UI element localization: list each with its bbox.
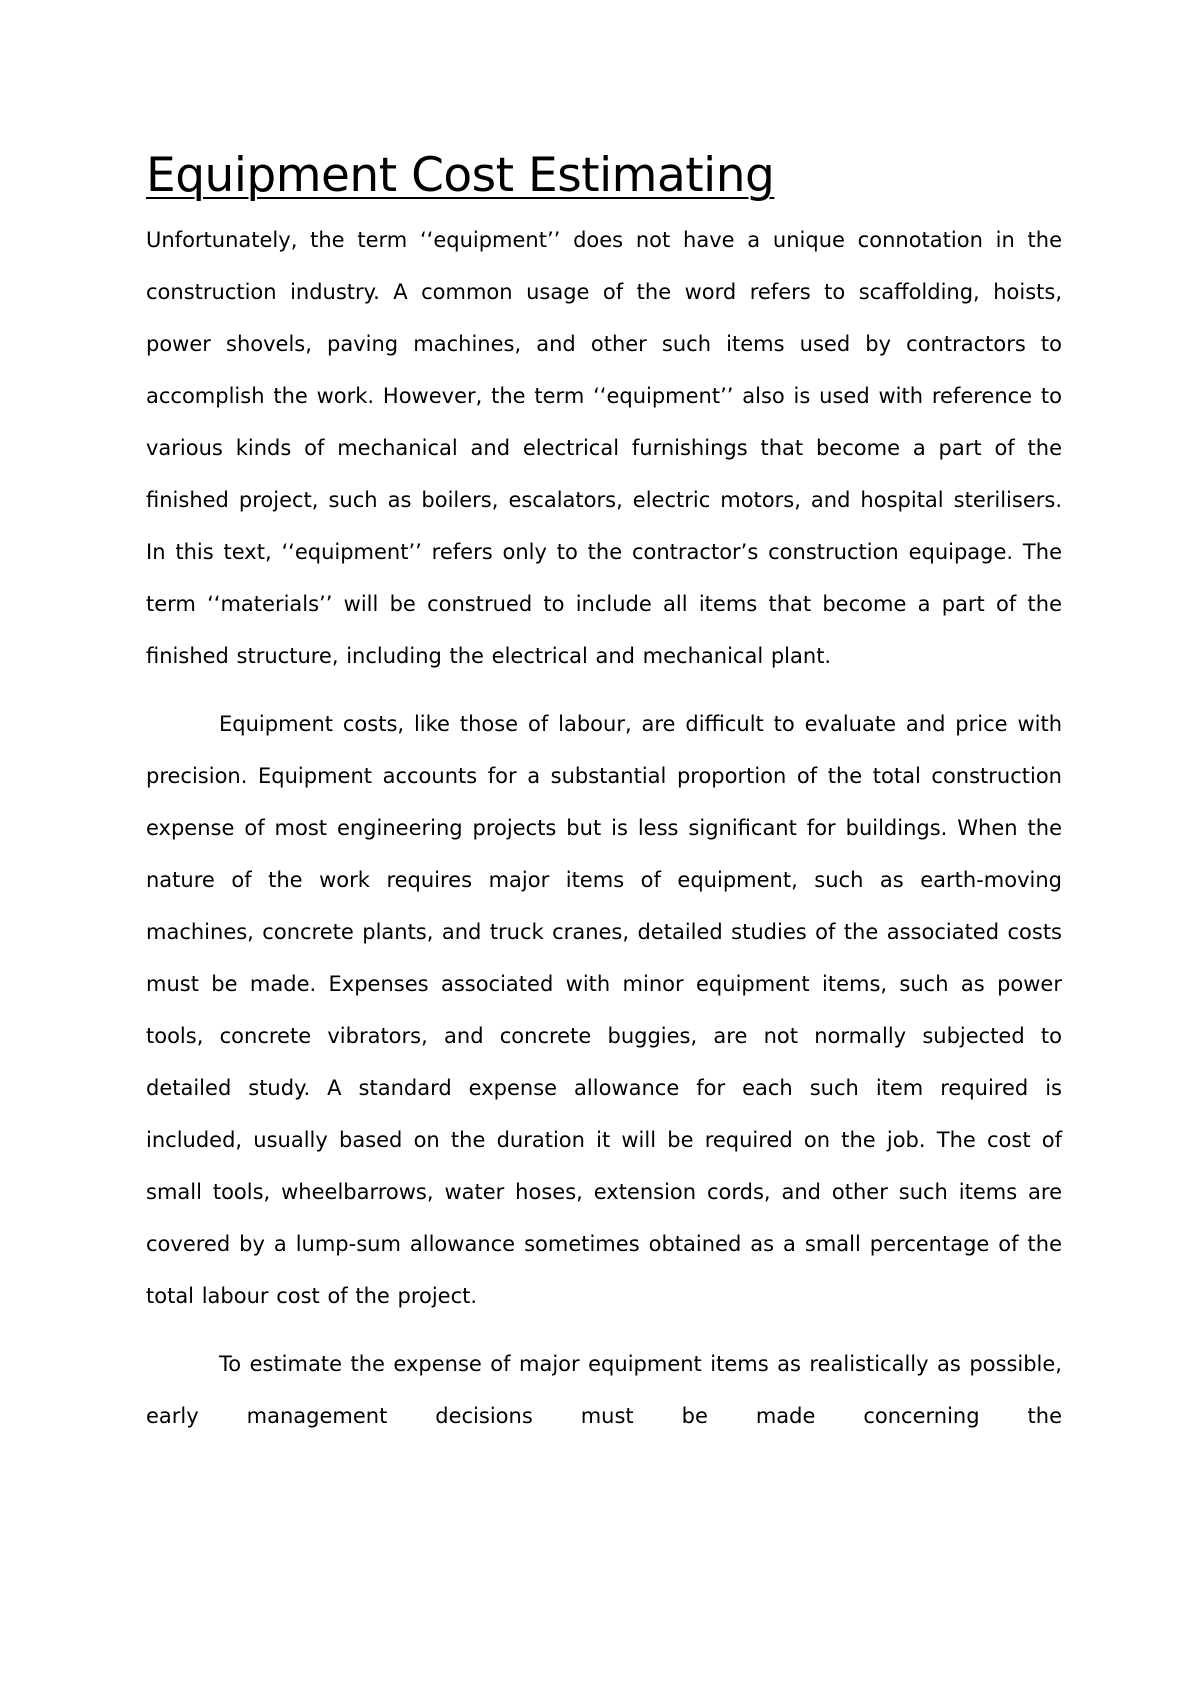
paragraph-equipment-definition: Unfortunately, the term ‘‘equipment’’ does not have a unique connotation in the construction industry. A common usage of the word refers to scaffolding, hoists, power shovels, paving machines, and other such items used by contractors to accomplish the work. However, the term ‘‘equipment’’ also is used with reference to various kinds of mechanical and electrical furnishings that become a part of the finished project, such as boilers, escalators, electric motors, and hospital sterilisers. In this text, ‘‘equipment’’ refers only to the contractor’s construction equipage. The term ‘‘materials’’ will be construed to include all items that become a part of the finished structure, including the electrical and mechanical plant. — [146, 228, 1062, 668]
document-body — [146, 146, 1062, 1458]
document-title: Equipment Cost Estimating — [146, 148, 775, 203]
paragraph-estimating-expense: To estimate the expense of major equipment items as realistically as possible, early management decisions must be made concerning the — [146, 1352, 1062, 1428]
paragraph-equipment-costs: Equipment costs, like those of labour, are difficult to evaluate and price with precision. Equipment accounts for a substantial proportion of the total construction expense of most engineering projects but is less significant for buildings. When the nature of the work requires major items of equipment, such as earth-moving machines, concrete plants, and truck cranes, detailed studies of the associated costs must be made. Expenses associated with minor equipment items, such as power tools, concrete vibrators, and concrete buggies, are not normally subjected to detailed study. A standard expense allowance for each such item required is included, usually based on the duration it will be required on the job. The cost of small tools, wheelbarrows, water hoses, extension cords, and other such items are covered by a lump-sum allowance sometimes obtained as a small percentage of the total labour cost of the project. — [146, 712, 1062, 1308]
